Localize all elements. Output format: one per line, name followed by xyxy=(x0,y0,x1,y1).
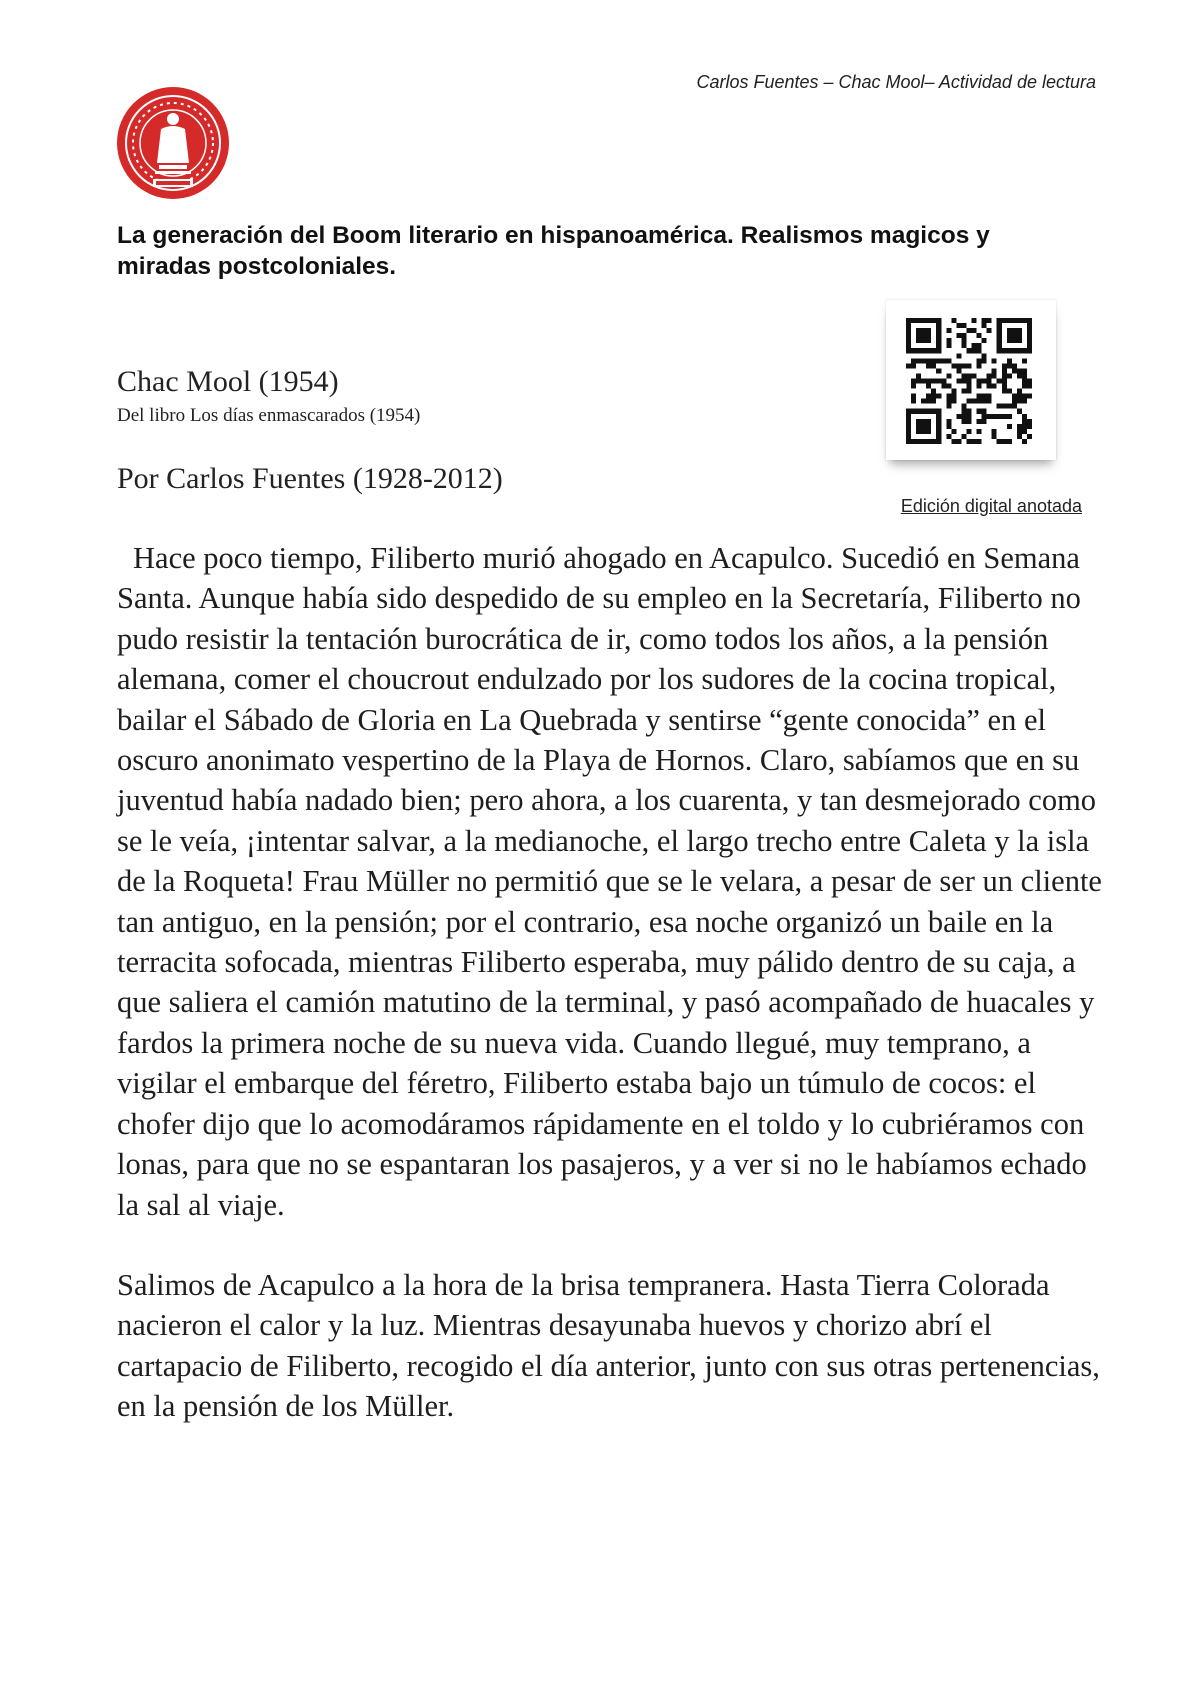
paragraph-text: Hace poco tiempo, Filiberto murió ahogado en Acapulco. Sucedió en Semana Santa. Aunque había sido despedido de su empleo en la Secretaría, Filiberto no pudo resistir la tentación burocrática de ir, como todos los años, a la pensión alemana, comer el choucrout endulzado por los sudores de la cocina tropical, bailar el Sábado de Gloria en La Quebrada y sentirse “gente conocida” en el oscuro anonimato vespertino de la Playa de Hornos. Claro, sabíamos que en su juventud había nadado bien; pero ahora, a los cuarenta, y tan desmejorado como se le veía, ¡intentar salvar, a la medianoche, el largo trecho entre Caleta y la isla de la Roqueta! Frau Müller no permitió que se le velara, a pesar de ser un cliente tan antiguo, en la pensión; por el contrario, esa noche organizó un baile en la terracita sofocada, mientras Filiberto esperaba, muy pálido dentro de su caja, a que saliera el camión matutino de la terminal, y pasó acompañado de huacales y fardos la primera noche de su nueva vida. Cuando llegué, muy temprano, a vigilar el embarque del féretro, Filiberto estaba bajo un túmulo de cocos: el chofer dijo que lo acomodáramos rápidamente en el toldo y lo cubriéramos con lonas, para que no se espantaran los pasajeros, y a ver si no le habíamos echado la sal al viaje. xyxy=(117,541,1102,1222)
section-title: La generación del Boom literario en hispanoamérica. Realismos magicos y miradas postcoloniales. xyxy=(117,222,990,280)
qr-caption-link[interactable]: Edición digital anotada xyxy=(900,496,1082,516)
qr-card[interactable] xyxy=(886,300,1056,460)
story-book: Del libro Los días enmascarados (1954) xyxy=(117,405,421,426)
paragraph-text: Salimos de Acapulco a la hora de la brisa tempranera. Hasta Tierra Colorada nacieron el calor y la luz. Mientras desayunaba huevos y chorizo abrí el cartapacio de Filiberto, recogido el día anterior, junto con sus otras pertenencias, en la pensión de los Müller. xyxy=(117,1267,1100,1424)
story-body xyxy=(117,538,1107,1427)
story-title: Chac Mool (1954) xyxy=(117,365,339,398)
university-seal-icon xyxy=(115,85,231,201)
story-paragraph xyxy=(117,538,1107,1225)
story-author: Por Carlos Fuentes (1928-2012) xyxy=(117,462,503,495)
story-paragraph xyxy=(117,1265,1107,1427)
qr-code-icon xyxy=(906,318,1032,444)
header-note: Carlos Fuentes – Chac Mool– Actividad de lectura xyxy=(696,72,1096,92)
